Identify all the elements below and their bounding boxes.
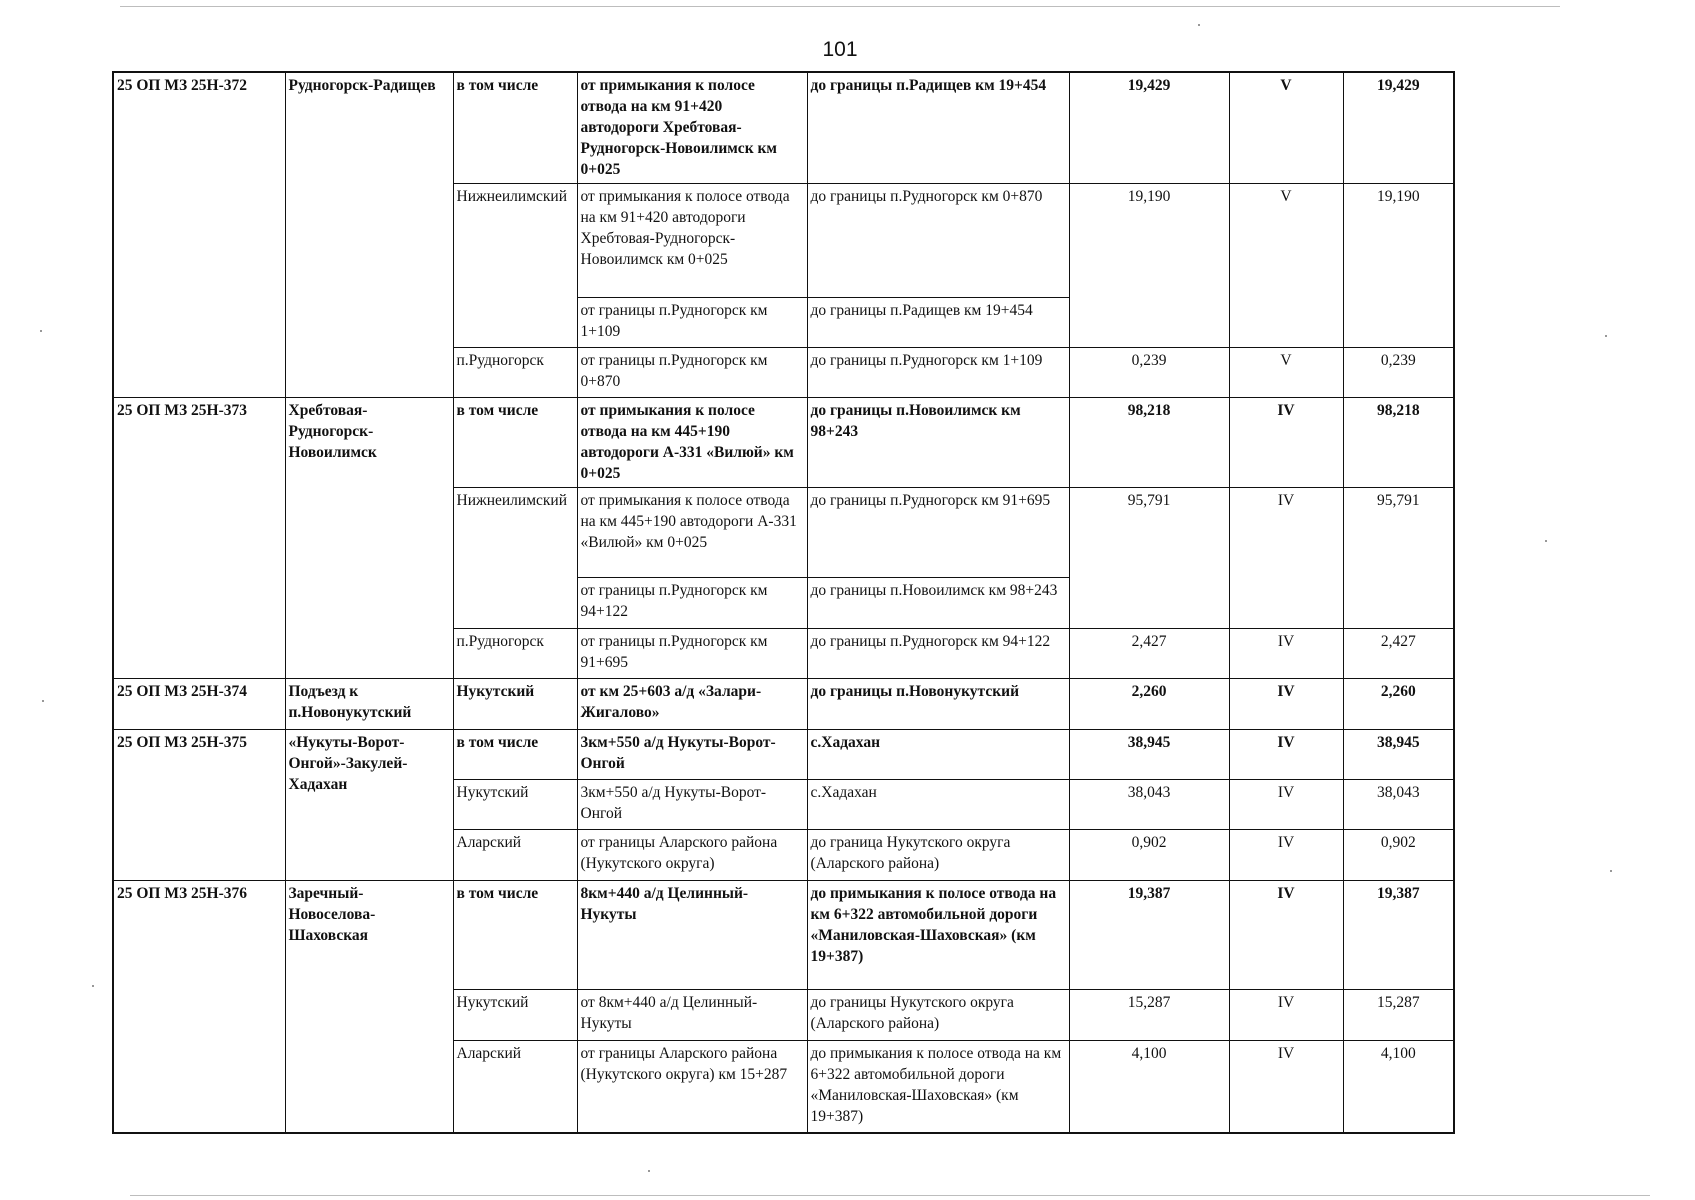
scan-line-top [120, 6, 1560, 7]
road-id: 25 ОП МЗ 25Н-373 [113, 398, 285, 679]
scan-speck [1610, 870, 1612, 872]
length-km: 38,043 [1069, 780, 1229, 830]
segment-from: от границы п.Рудногорск км 94+122 [577, 578, 807, 629]
road-id: 25 ОП МЗ 25Н-374 [113, 679, 285, 730]
page-number: 101 [822, 38, 858, 61]
total-km: 4,100 [1343, 1041, 1454, 1133]
district-cell: Нукутский [453, 780, 577, 830]
road-category: IV [1229, 830, 1343, 881]
road-name: Рудногорск-Радищев [285, 72, 453, 398]
road-name: «Нукуты-Ворот-Онгой»-Закулей-Хадахан [285, 730, 453, 881]
district-cell: Нукутский [453, 679, 577, 730]
district-cell: Нукутский [453, 990, 577, 1041]
district-cell: в том числе [453, 881, 577, 990]
segment-to: до границы п.Рудногорск км 91+695 [807, 488, 1069, 578]
total-km: 19,190 [1343, 184, 1454, 348]
segment-to: до границы п.Радищев км 19+454 [807, 72, 1069, 184]
road-id: 25 ОП МЗ 25Н-376 [113, 881, 285, 1133]
length-km: 19,429 [1069, 72, 1229, 184]
segment-from: от примыкания к полосе отвода на км 91+420 автодороги Хребтовая-Рудногорск-Новоилимск км 0+025 [577, 72, 807, 184]
district-cell: в том числе [453, 730, 577, 780]
total-km: 15,287 [1343, 990, 1454, 1041]
road-category: IV [1229, 730, 1343, 780]
length-km: 15,287 [1069, 990, 1229, 1041]
road-name: Заречный-Новоселова-Шаховская [285, 881, 453, 1133]
length-km: 38,945 [1069, 730, 1229, 780]
length-km: 19,387 [1069, 881, 1229, 990]
table-row [113, 881, 1454, 990]
road-category: V [1229, 184, 1343, 348]
segment-to: до границы п.Рудногорск км 0+870 [807, 184, 1069, 298]
total-km: 38,945 [1343, 730, 1454, 780]
total-km: 95,791 [1343, 488, 1454, 629]
length-km: 2,427 [1069, 629, 1229, 679]
total-km: 0,239 [1343, 348, 1454, 398]
total-km: 19,387 [1343, 881, 1454, 990]
total-km: 19,429 [1343, 72, 1454, 184]
total-km: 2,260 [1343, 679, 1454, 730]
segment-from: от км 25+603 а/д «Залари-Жигалово» [577, 679, 807, 730]
segment-to: с.Хадахан [807, 780, 1069, 830]
segment-to: до граница Нукутского округа (Аларского района) [807, 830, 1069, 881]
scan-line-bottom [130, 1195, 1650, 1196]
segment-from: от границы Аларского района (Нукутского округа) км 15+287 [577, 1041, 807, 1133]
scan-speck [40, 330, 42, 332]
scan-speck [1605, 335, 1607, 337]
segment-from: 8км+440 а/д Целинный-Нукуты [577, 881, 807, 990]
segment-to: до примыкания к полосе отвода на км 6+322 автомобильной дороги «Маниловская-Шаховская» (км 19+387) [807, 881, 1069, 990]
segment-from: от границы п.Рудногорск км 91+695 [577, 629, 807, 679]
total-km: 2,427 [1343, 629, 1454, 679]
district-cell: п.Рудногорск [453, 629, 577, 679]
segment-to: до границы п.Рудногорск км 94+122 [807, 629, 1069, 679]
segment-from: от примыкания к полосе отвода на км 91+420 автодороги Хребтовая-Рудногорск-Новоилимск км 0+025 [577, 184, 807, 298]
length-km: 0,239 [1069, 348, 1229, 398]
road-category: V [1229, 72, 1343, 184]
table-row [113, 398, 1454, 488]
segment-to: до примыкания к полосе отвода на км 6+322 автомобильной дороги «Маниловская-Шаховская» (км 19+387) [807, 1041, 1069, 1133]
segment-to: до границы п.Рудногорск км 1+109 [807, 348, 1069, 398]
segment-from: от границы Аларского района (Нукутского округа) [577, 830, 807, 881]
segment-from: от границы п.Рудногорск км 0+870 [577, 348, 807, 398]
road-category: IV [1229, 1041, 1343, 1133]
district-cell: в том числе [453, 398, 577, 488]
road-name: Подъезд к п.Новонукутский [285, 679, 453, 730]
scan-speck [1198, 24, 1200, 26]
segment-from: от примыкания к полосе отвода на км 445+190 автодороги А-331 «Вилюй» км 0+025 [577, 398, 807, 488]
district-cell: Аларский [453, 830, 577, 881]
roads-table [112, 71, 1455, 1134]
table-row [113, 679, 1454, 730]
segment-from: 3км+550 а/д Нукуты-Ворот-Онгой [577, 780, 807, 830]
scan-speck [1545, 540, 1547, 542]
road-category: IV [1229, 990, 1343, 1041]
length-km: 2,260 [1069, 679, 1229, 730]
scan-speck [42, 700, 44, 702]
road-category: IV [1229, 629, 1343, 679]
road-id: 25 ОП МЗ 25Н-372 [113, 72, 285, 398]
length-km: 98,218 [1069, 398, 1229, 488]
district-cell: Нижнеилимский [453, 184, 577, 348]
district-cell: Нижнеилимский [453, 488, 577, 629]
segment-from: от 8км+440 а/д Целинный-Нукуты [577, 990, 807, 1041]
segment-from: от примыкания к полосе отвода на км 445+190 автодороги А-331 «Вилюй» км 0+025 [577, 488, 807, 578]
total-km: 98,218 [1343, 398, 1454, 488]
segment-to: до границы п.Новоилимск км 98+243 [807, 578, 1069, 629]
road-category: IV [1229, 679, 1343, 730]
district-cell: в том числе [453, 72, 577, 184]
segment-to: с.Хадахан [807, 730, 1069, 780]
road-category: IV [1229, 780, 1343, 830]
road-category: IV [1229, 488, 1343, 629]
total-km: 38,043 [1343, 780, 1454, 830]
length-km: 4,100 [1069, 1041, 1229, 1133]
road-category: IV [1229, 398, 1343, 488]
length-km: 0,902 [1069, 830, 1229, 881]
length-km: 19,190 [1069, 184, 1229, 348]
table-row [113, 730, 1454, 780]
segment-to: до границы п.Новоилимск км 98+243 [807, 398, 1069, 488]
road-category: IV [1229, 881, 1343, 990]
segment-from: от границы п.Рудногорск км 1+109 [577, 298, 807, 348]
segment-to: до границы Нукутского округа (Аларского района) [807, 990, 1069, 1041]
segment-to: до границы п.Радищев км 19+454 [807, 298, 1069, 348]
length-km: 95,791 [1069, 488, 1229, 629]
segment-to: до границы п.Новонукутский [807, 679, 1069, 730]
district-cell: Аларский [453, 1041, 577, 1133]
road-name: Хребтовая-Рудногорск-Новоилимск [285, 398, 453, 679]
road-category: V [1229, 348, 1343, 398]
table-row [113, 72, 1454, 184]
segment-from: 3км+550 а/д Нукуты-Ворот-Онгой [577, 730, 807, 780]
road-id: 25 ОП МЗ 25Н-375 [113, 730, 285, 881]
total-km: 0,902 [1343, 830, 1454, 881]
scan-speck [648, 1170, 650, 1172]
scan-speck [92, 985, 94, 987]
district-cell: п.Рудногорск [453, 348, 577, 398]
